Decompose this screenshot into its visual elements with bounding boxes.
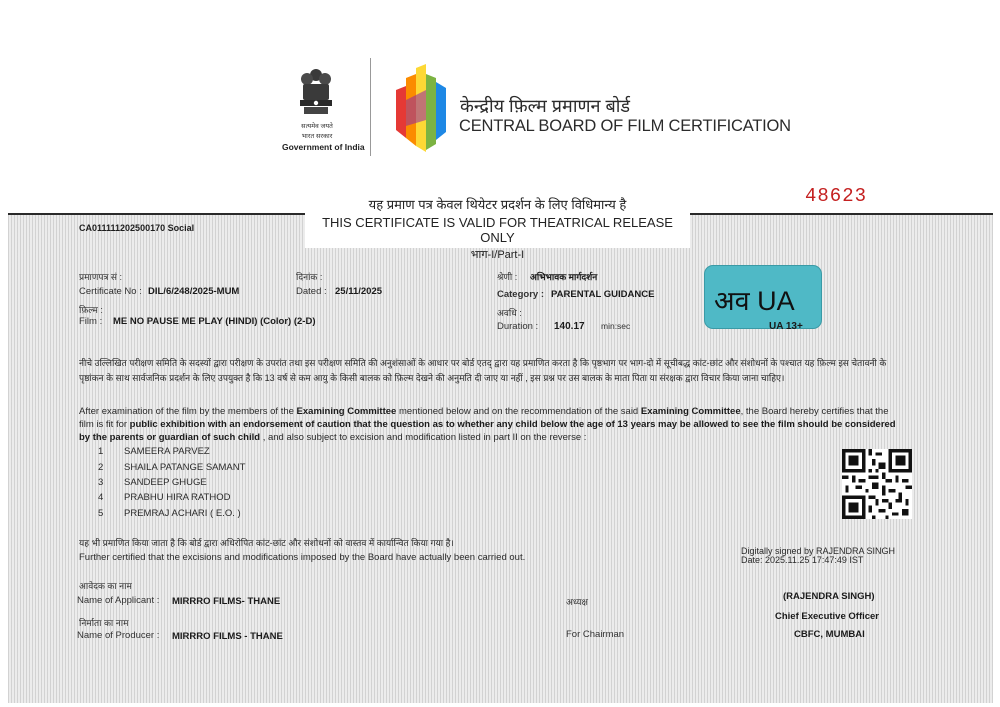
reference-number: CA011111202500170 Social	[79, 223, 195, 233]
member-name: SAMEERA PARVEZ	[124, 446, 210, 457]
board-name-hindi: केन्द्रीय फ़िल्म प्रमाणन बोर्ड	[460, 96, 631, 116]
digital-signature-line1: Digitally signed by RAJENDRA SINGH	[741, 546, 896, 556]
film-label-hindi: फ़िल्म :	[79, 305, 103, 315]
film-title-value: ME NO PAUSE ME PLAY (HINDI) (Color) (2-D)	[113, 316, 316, 327]
duration-label-hindi: अवधि :	[497, 308, 522, 318]
member-number: 1	[98, 446, 104, 457]
member-name: PREMRAJ ACHARI ( E.O. )	[124, 508, 241, 519]
header-divider	[370, 58, 371, 156]
for-chairman-label: For Chairman	[566, 629, 625, 640]
digital-signature-date: Date: 2025.11.25 17:47:49 IST	[741, 555, 864, 565]
certification-text-hindi: नीचे उल्लिखित परीक्षण समिति के सदस्यों द्वारा परीक्षण के उपरांत तथा इस परीक्षण समिति की अनुशंसाओं के आधार पर बोर्ड एतद् द्वारा यह प्रमाणित करता है कि पृष्ठभाग पर भाग-दो में सूचीबद्ध कांट-छांट और संशोधनों के पश्चात यह फ़िल्म इस चेतावनी के पृष्ठांकन के साथ सार्वजनिक प्रदर्शन के लिए उपयुक्त है कि 13 वर्ष से कम आयु के किसी बालक को फ़िल्म देखने की अनुमति दी जाए या नहीं , इस प्रश्न पर उस बालक के माता पिता या संरक्षक द्वारा विचार किया जाना चाहिए।	[79, 358, 887, 383]
validity-hindi: यह प्रमाण पत्र केवल थियेटर प्रदर्शन के लिए विधिमान्य है	[368, 197, 627, 212]
cbfc-logo-icon	[394, 60, 450, 156]
category-value-hindi: अभिभावक मार्गदर्शन	[530, 272, 598, 282]
producer-value: MIRRRO FILMS - THANE	[172, 631, 283, 642]
cert-no-label: Certificate No :	[79, 286, 142, 297]
header-rule-left	[8, 213, 305, 215]
duration-value: 140.17	[554, 321, 585, 332]
duration-unit: min:sec	[601, 321, 631, 331]
member-name: SHAILA PATANGE SAMANT	[124, 462, 246, 473]
chairman-label-hindi: अध्यक्ष	[566, 597, 588, 607]
rating-sub-label: UA 13+	[769, 321, 803, 332]
member-name: PRABHU HIRA RATHOD	[124, 492, 231, 503]
category-label-hindi: श्रेणी :	[497, 272, 518, 282]
emblem-motto: सत्यमेव जयते	[301, 123, 333, 130]
member-number: 5	[98, 508, 104, 519]
officer-title: Chief Executive Officer	[775, 611, 880, 622]
government-of-india-label: Government of India	[282, 142, 365, 152]
film-label: Film :	[79, 316, 103, 327]
part-label: भाग-I/Part-I	[470, 249, 525, 261]
member-name: SANDEEP GHUGE	[124, 477, 207, 488]
rating-label: अव UA	[714, 286, 795, 316]
further-certified-hindi: यह भी प्रमाणित किया जाता है कि बोर्ड द्वारा अधिरोपित कांट-छांट और संशोधनों को वास्तव में कार्यान्वित किया गया है।	[79, 538, 454, 548]
dated-label: Dated :	[296, 286, 327, 297]
board-name-english: CENTRAL BOARD OF FILM CERTIFICATION	[459, 117, 791, 135]
producer-label: Name of Producer :	[77, 630, 160, 641]
qr-code-icon	[842, 449, 912, 519]
national-emblem-icon	[294, 66, 338, 118]
producer-label-hindi: निर्माता का नाम	[79, 618, 129, 628]
emblem-bharat-sarkar: भारत सरकार	[301, 133, 333, 140]
duration-label: Duration :	[497, 321, 539, 332]
member-number: 3	[98, 477, 104, 488]
applicant-label: Name of Applicant :	[77, 595, 160, 606]
dated-label-hindi: दिनांक :	[296, 272, 323, 282]
dated-value: 25/11/2025	[335, 286, 383, 297]
applicant-label-hindi: आवेदक का नाम	[79, 581, 132, 591]
header-rule-right	[690, 213, 993, 215]
applicant-value: MIRRRO FILMS- THANE	[172, 596, 281, 607]
certification-text-english: After examination of the film by the members of the Examining Committee mentioned below and on the recommendation of the said Examining Committee, the Board hereby certifies that the film is fit for public exhibition with an endorsement of caution that the question as to whether any child below the age of 13 years may be allowed to see the film should be considered by the parents or guardian of such child , and also subject to excision and modification listed in part II on the reverse :	[79, 406, 896, 443]
validity-notice	[305, 192, 690, 261]
officer-place: CBFC, MUMBAI	[794, 629, 865, 640]
further-certified-english: Further certified that the excisions and modifications imposed by the Board have actually been carried out.	[79, 552, 526, 563]
validity-english: THIS CERTIFICATE IS VALID FOR THEATRICAL RELEASE ONLY	[322, 215, 673, 245]
cert-no-label-hindi: प्रमाणपत्र सं :	[79, 272, 123, 282]
category-value: PARENTAL GUIDANCE	[551, 289, 655, 300]
serial-number: 48623	[805, 185, 868, 207]
cert-no-value: DIL/6/248/2025-MUM	[148, 286, 240, 297]
member-number: 4	[98, 492, 104, 503]
officer-name: (RAJENDRA SINGH)	[783, 591, 875, 602]
member-number: 2	[98, 462, 104, 473]
category-label: Category :	[497, 289, 544, 300]
